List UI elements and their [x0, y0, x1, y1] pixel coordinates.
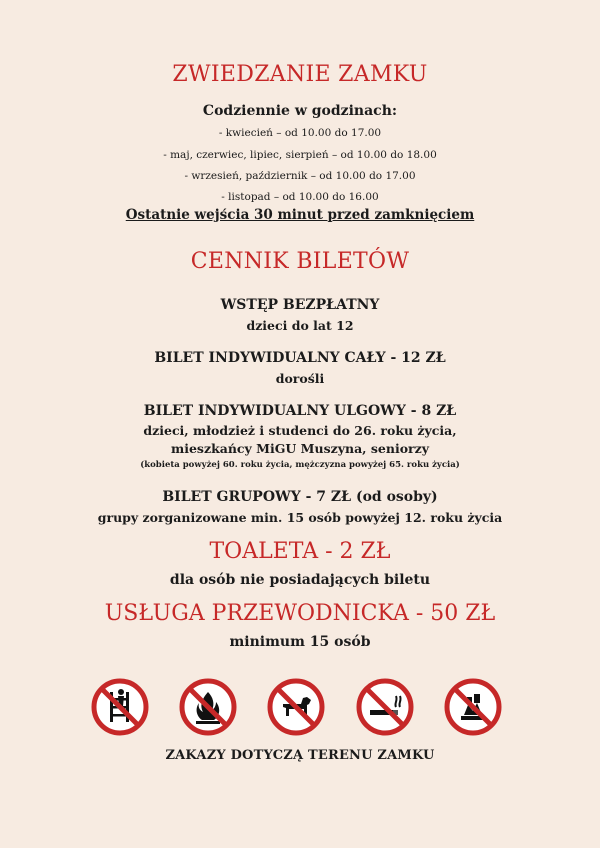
no-fire-icon: [179, 678, 237, 736]
visiting-title: ZWIEDZANIE ZAMKU: [172, 62, 428, 87]
last-entry-note: [0, 207, 600, 223]
guide-sub: minimum 15 osób: [229, 634, 371, 650]
toilet-sub: dla osób nie posiadających biletu: [169, 572, 431, 588]
full-ticket-sub: dorośli: [275, 371, 325, 386]
hours-autumn: - wrzesień, październik – od 10.00 do 17.00: [184, 170, 416, 182]
prohibition-icons: [0, 678, 600, 738]
last-entry-text: Ostatnie wejścia 30 minut przed zamknięciem: [125, 207, 475, 223]
full-ticket-title: BILET INDYWIDUALNY CAŁY - 12 ZŁ: [154, 350, 446, 366]
free-entry-sub: dzieci do lat 12: [246, 318, 354, 333]
hours-november: - listopad – od 10.00 do 16.00: [221, 191, 379, 203]
no-littering-icon: [444, 678, 502, 736]
reduced-ticket-sub2: mieszkańcy MiGU Muszyna, seniorzy: [171, 441, 429, 456]
reduced-ticket-note: (kobieta powyżej 60. roku życia, mężczyzna powyżej 65. roku życia): [140, 460, 460, 470]
hours-heading: Codziennie w godzinach:: [202, 103, 398, 119]
toilet-title: TOALETA - 2 ZŁ: [209, 539, 391, 564]
hours-april: - kwiecień – od 10.00 do 17.00: [218, 127, 382, 139]
guide-title: USŁUGA PRZEWODNICKA - 50 ZŁ: [104, 601, 496, 626]
no-dogs-icon: [267, 678, 325, 736]
group-ticket-sub: grupy zorganizowane min. 15 osób powyżej 12. roku życia: [97, 510, 503, 525]
group-ticket-title: BILET GRUPOWY - 7 ZŁ (od osoby): [162, 489, 438, 505]
no-smoking-icon: [356, 678, 414, 736]
prohibitions-footer: ZAKAZY DOTYCZĄ TERENU ZAMKU: [165, 748, 435, 763]
prices-title: CENNIK BILETÓW: [190, 249, 410, 274]
reduced-ticket-title: BILET INDYWIDUALNY ULGOWY - 8 ZŁ: [143, 403, 457, 419]
no-climbing-icon: [91, 678, 149, 736]
reduced-ticket-sub1: dzieci, młodzież i studenci do 26. roku życia,: [143, 423, 457, 438]
hours-summer: - maj, czerwiec, lipiec, sierpień – od 10.00 do 18.00: [163, 149, 437, 161]
free-entry-title: WSTĘP BEZPŁATNY: [220, 297, 380, 313]
